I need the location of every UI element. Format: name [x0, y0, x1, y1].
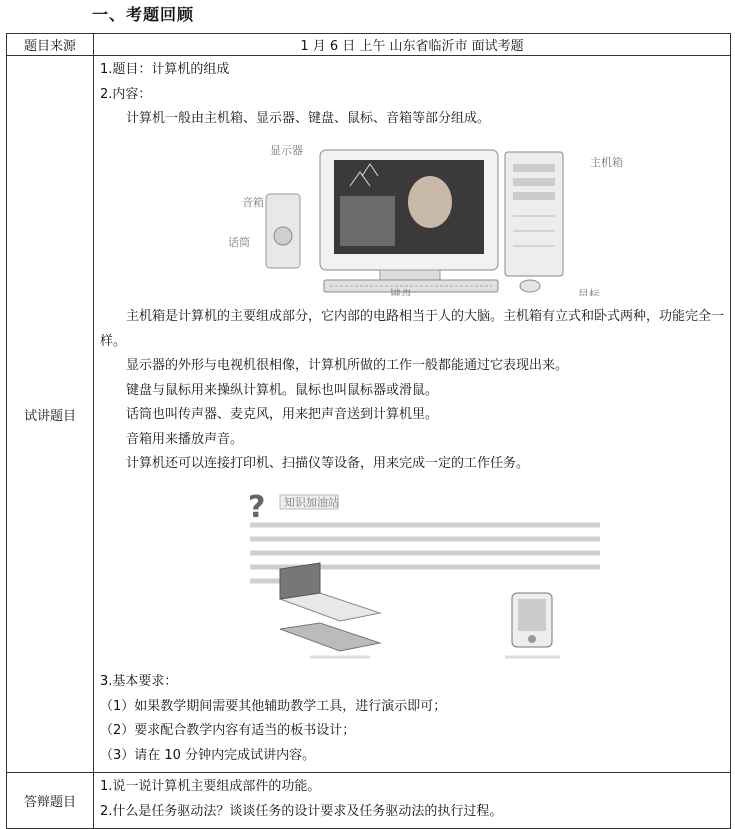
mouse-icon — [520, 280, 540, 292]
paragraph-6: 音箱用来播放声音。 — [126, 431, 244, 447]
paragraph-4: 键盘与鼠标用来操纵计算机。鼠标也叫鼠标器或滑鼠。 — [126, 382, 439, 398]
computer-figure — [100, 136, 720, 296]
content-label: 2.内容： — [100, 86, 152, 102]
label-speaker: 音箱 — [242, 195, 264, 209]
label-tower: 主机箱 — [590, 155, 623, 169]
defense-content — [94, 773, 731, 829]
requirement-3: （3）请在 10 分钟内完成试讲内容。 — [100, 747, 316, 763]
tower-icon — [505, 152, 563, 276]
question-mark-icon — [248, 490, 265, 525]
svg-text:?: ? — [248, 489, 266, 525]
paragraph-2: 主机箱是计算机的主要组成部分，它内部的电路相当于人的大脑。主机箱有立式和卧式两种，功能完全一样。 — [100, 309, 725, 349]
knowledge-box-title: 知识加油站 — [284, 495, 339, 509]
paragraph-7: 计算机还可以连接打印机、扫描仪等设备，用来完成一定的工作任务。 — [126, 456, 530, 471]
paragraph-1: 计算机一般由主机箱、显示器、键盘、鼠标、音箱等部分组成。 — [126, 111, 491, 126]
source-row — [7, 34, 731, 56]
defense-question-1: 1.说一说计算机主要组成部件的功能。 — [100, 779, 321, 794]
label-mouse: 鼠标 — [578, 287, 600, 296]
label-mic: 话筒 — [228, 235, 250, 249]
exam-table — [6, 33, 731, 829]
section-heading: 一、考题回顾 — [92, 5, 195, 24]
lecture-row — [7, 56, 731, 773]
lecture-content — [94, 56, 731, 773]
defense-label: 答辩题目 — [7, 773, 94, 829]
requirement-2: （2）要求配合教学内容有适当的板书设计； — [100, 723, 356, 738]
requirements-label: 3.基本要求： — [100, 674, 178, 689]
lecture-title: 1.题目：计算机的组成 — [100, 62, 230, 77]
knowledge-box-figure — [100, 481, 720, 661]
defense-question-2: 2.什么是任务驱动法？谈谈任务的设计要求及任务驱动法的执行过程。 — [100, 803, 503, 819]
lecture-label: 试讲题目 — [7, 56, 94, 773]
label-monitor: 显示器 — [270, 143, 303, 157]
label-keyboard: 键盘 — [390, 287, 412, 296]
source-value: 1 月 6 日 上午 山东省临沂市 面试考题 — [94, 34, 731, 56]
monitor-icon — [320, 150, 498, 280]
requirement-1: （1）如果教学期间需要其他辅助教学工具，进行演示即可； — [100, 698, 447, 714]
laptop-icon — [280, 563, 380, 651]
paragraph-3: 显示器的外形与电视机很相像，计算机所做的工作一般都能通过它表现出来。 — [126, 358, 569, 373]
source-label: 题目来源 — [7, 34, 94, 56]
pda-icon — [512, 593, 552, 647]
defense-row — [7, 773, 731, 829]
speaker-icon — [266, 194, 300, 268]
paragraph-5: 话筒也叫传声器、麦克风，用来把声音送到计算机里。 — [126, 407, 439, 422]
